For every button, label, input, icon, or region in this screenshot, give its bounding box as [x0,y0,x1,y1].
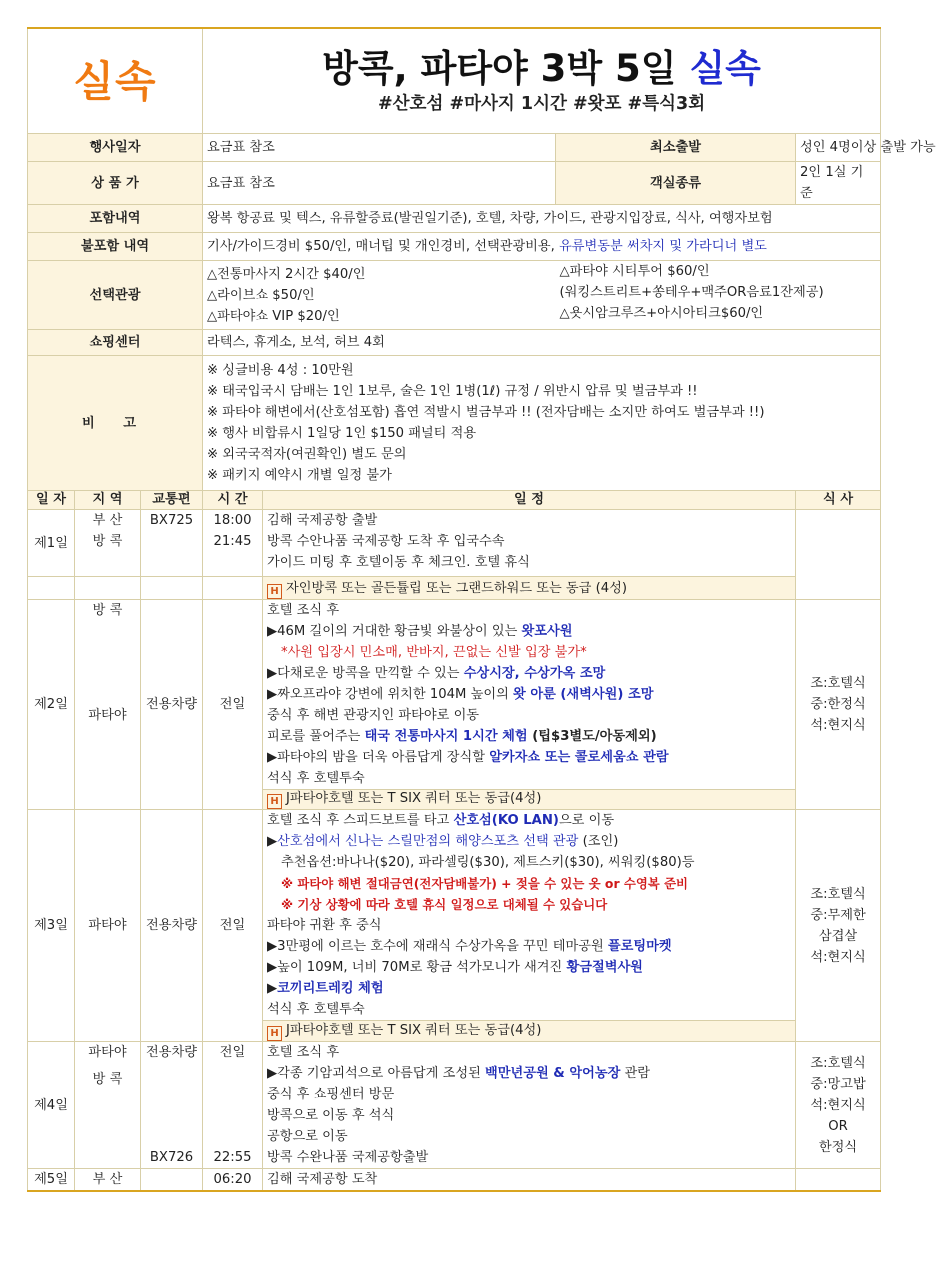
info-row-exclude [28,233,881,261]
day-region: 파타야 [75,810,141,1042]
col-transport: 교통편 [141,491,203,510]
optional-item: △라이브쇼 $50/인 [207,287,315,303]
day-itinerary: 김해 국제공항 출발 방콕 수안나품 국제공항 도착 후 입국수속 가이드 미팅 후 호텔이동 후 체크인. 호텔 휴식 [263,510,796,577]
min-value: 성인 4명이상 출발 가능 [796,134,881,162]
day-row [28,510,881,577]
shopping-label: 쇼핑센터 [28,330,203,356]
remark-item: ※ 행사 비합류시 1일당 1인 $150 패널티 적용 [207,426,477,441]
info-row-price [28,162,881,205]
hotel-icon: H [267,584,282,599]
departure-label: 행사일자 [28,134,203,162]
day-row [28,1169,881,1192]
info-row-shopping [28,330,881,356]
optional-item: △전통마사지 2시간 $40/인 [207,266,366,282]
optional-item: (워킹스트리트+쏭테우+맥주OR음료1잔제공) [559,285,824,300]
title-row [28,28,881,134]
day-region: 파타야 방 콕 [75,1042,141,1169]
remark-item: ※ 외국국적자(여권확인) 별도 문의 [207,447,407,462]
exclude-label: 불포함 내역 [28,233,203,261]
day-time: 18:00 21:45 [203,510,263,577]
page-title [203,42,880,92]
departure-value: 요금표 참조 [203,134,556,162]
remark-item: ※ 패키지 예약시 개별 일정 불가 [207,468,392,483]
day-time: 전일 [203,810,263,1042]
min-label: 최소출발 [556,134,796,162]
hotel-row [28,577,881,600]
day-transport: 전용차량 [141,600,203,810]
optional-item: △파타야쇼 VIP $20/인 [207,308,340,324]
day-region: 부 산 [75,1169,141,1192]
hotel-icon: H [267,1026,282,1041]
day-time: 전일 22:55 [203,1042,263,1169]
col-time: 시 간 [203,491,263,510]
room-value: 2인 1실 기준 [796,162,881,205]
include-value: 왕복 항공료 및 텍스, 유류할증료(발권일기준), 호텔, 차량, 가이드, 관광지입장료, 식사, 여행자보험 [203,205,881,233]
day-time: 전일 [203,600,263,810]
title-accent: 실속 [689,47,761,90]
schedule-header [28,491,881,510]
col-itinerary: 일 정 [263,491,796,510]
day-itinerary: 김해 국제공항 도착 [263,1169,796,1192]
col-day: 일 자 [28,491,75,510]
info-row-optional [28,261,881,330]
day-time: 06:20 [203,1169,263,1192]
day-label: 제5일 [28,1169,75,1192]
exclude-value: 기사/가이드경비 $50/인, 매너팁 및 개인경비, 선택관광비용, [207,239,555,254]
day-itinerary: 호텔 조식 후 ▶각종 기암괴석으로 아름답게 조성된 백만년공원 & 악어농장 관람 중식 후 쇼핑센터 방문 방콕으로 이동 후 석식 공항으로 이동 방콕 수완나품 국제공항출발 [263,1042,796,1169]
optional-left [203,261,556,330]
day-transport: 전용차량 [141,810,203,1042]
optional-label: 선택관광 [28,261,203,330]
col-region: 지 역 [75,491,141,510]
info-row-remarks [28,356,881,491]
day-meals: 조:호텔식 중:한정식 석:현지식 [796,600,881,810]
exclude-accent: 유류변동분 써차지 및 가라디너 별도 [559,239,767,254]
day-meals: 조:호텔식 중:무제한 삼겹살 석:현지식 [796,810,881,1042]
remark-item: ※ 태국입국시 담배는 1인 1보루, 술은 1인 1병(1ℓ) 규정 / 위반시 압류 및 벌금부과 !! [207,384,698,399]
day-label: 제1일 [28,510,75,577]
brand-label: 실속 [28,28,203,134]
optional-right [556,261,881,330]
day-transport: 전용차량 BX726 [141,1042,203,1169]
hotel-info: H J파타야호텔 또는 T SIX 쿼터 또는 동급(4성) [263,790,796,810]
day-transport: BX725 [141,510,203,577]
info-row-departure [28,134,881,162]
day-itinerary: 호텔 조식 후 ▶46M 길이의 거대한 황금빛 와불상이 있는 왓포사원 *사원 입장시 민소매, 반바지, 끈없는 신발 입장 불가* ▶다채로운 방콕을 만끽할 수 있는 수상시장, 수상가옥 조망 ▶짜오프라야 강변에 위치한 104M 높이의 왓 아룬 (새벽사원) 조망 중식 후 해변 관광지인 파타야로 이동 피로를 풀어주는 태국 전통마사지 1시간 체험 (팁$3별도/아동제외) ▶파타야의 밤을 더욱 아름답게 장식할 알카자쇼 또는 콜로세움쇼 관람 석식 후 호텔투숙 [263,600,796,790]
itinerary-sheet [27,27,936,1192]
info-row-include [28,205,881,233]
day-label: 제2일 [28,600,75,810]
day-region: 부 산 방 콕 [75,510,141,577]
day-meals: 조:호텔식 중:망고밥 석:현지식 OR 한정식 [796,1042,881,1169]
remarks-cell [203,356,881,491]
title-cell [203,28,881,134]
title-main: 방콕, 파타야 3박 5일 [322,47,677,90]
hashtags: #산호섬 #마사지 1시간 #왓포 #특식3회 [377,94,706,114]
price-label: 상 품 가 [28,162,203,205]
hotel-info: H 자인방콕 또는 골든튤립 또는 그랜드하워드 또는 동급 (4성) [263,577,796,600]
include-label: 포함내역 [28,205,203,233]
hotel-icon: H [267,794,282,809]
optional-item: △욧시암크루즈+아시아티크$60/인 [559,306,764,321]
day-region: 방 콕 파타야 [75,600,141,810]
exclude-cell [203,233,881,261]
room-label: 객실종류 [556,162,796,205]
remarks-label: 비 고 [28,356,203,491]
hotel-info: H J파타야호텔 또는 T SIX 쿼터 또는 동급(4성) [263,1021,796,1042]
day-row [28,1042,881,1169]
day-label: 제3일 [28,810,75,1042]
day-row [28,600,881,790]
day-row [28,810,881,1021]
day-transport [141,1169,203,1192]
day-meals [796,1169,881,1192]
itinerary-table [27,27,936,1192]
price-value: 요금표 참조 [203,162,556,205]
shopping-value: 라텍스, 휴게소, 보석, 허브 4회 [203,330,881,356]
day-itinerary: 호텔 조식 후 스피드보트를 타고 산호섬(KO LAN)으로 이동 ▶산호섬에서 신나는 스릴만점의 해양스포츠 선택 관광 (조인) 추천옵션:바나나($20), 파라셀링($30), 제트스키($30), 씨워킹($80)등 ※ 파타야 해변 절대금연(전자담배불가) + 젖을 수 있는 옷 or 수영복 준비 ※ 기상 상황에 따라 호텔 휴식 일정으로 대체될 수 있습니다 파타야 귀환 후 중식 ▶3만평에 이르는 호수에 재래식 수상가옥을 꾸민 테마공원 플로팅마켓 ▶높이 109M, 너비 70M로 황금 석가모니가 새겨진 황금절벽사원 ▶코끼리트레킹 체험 석식 후 호텔투숙 [263,810,796,1021]
day-label: 제4일 [28,1042,75,1169]
day-meals [796,510,881,600]
remark-item: ※ 파타야 해변에서(산호섬포함) 흡연 적발시 벌금부과 !! (전자담배는 소지만 하여도 벌금부과 !!) [207,405,765,420]
remark-item: ※ 싱글비용 4성 : 10만원 [207,363,354,378]
col-meals: 식 사 [796,491,881,510]
optional-item: △파타야 시티투어 $60/인 [559,264,710,279]
